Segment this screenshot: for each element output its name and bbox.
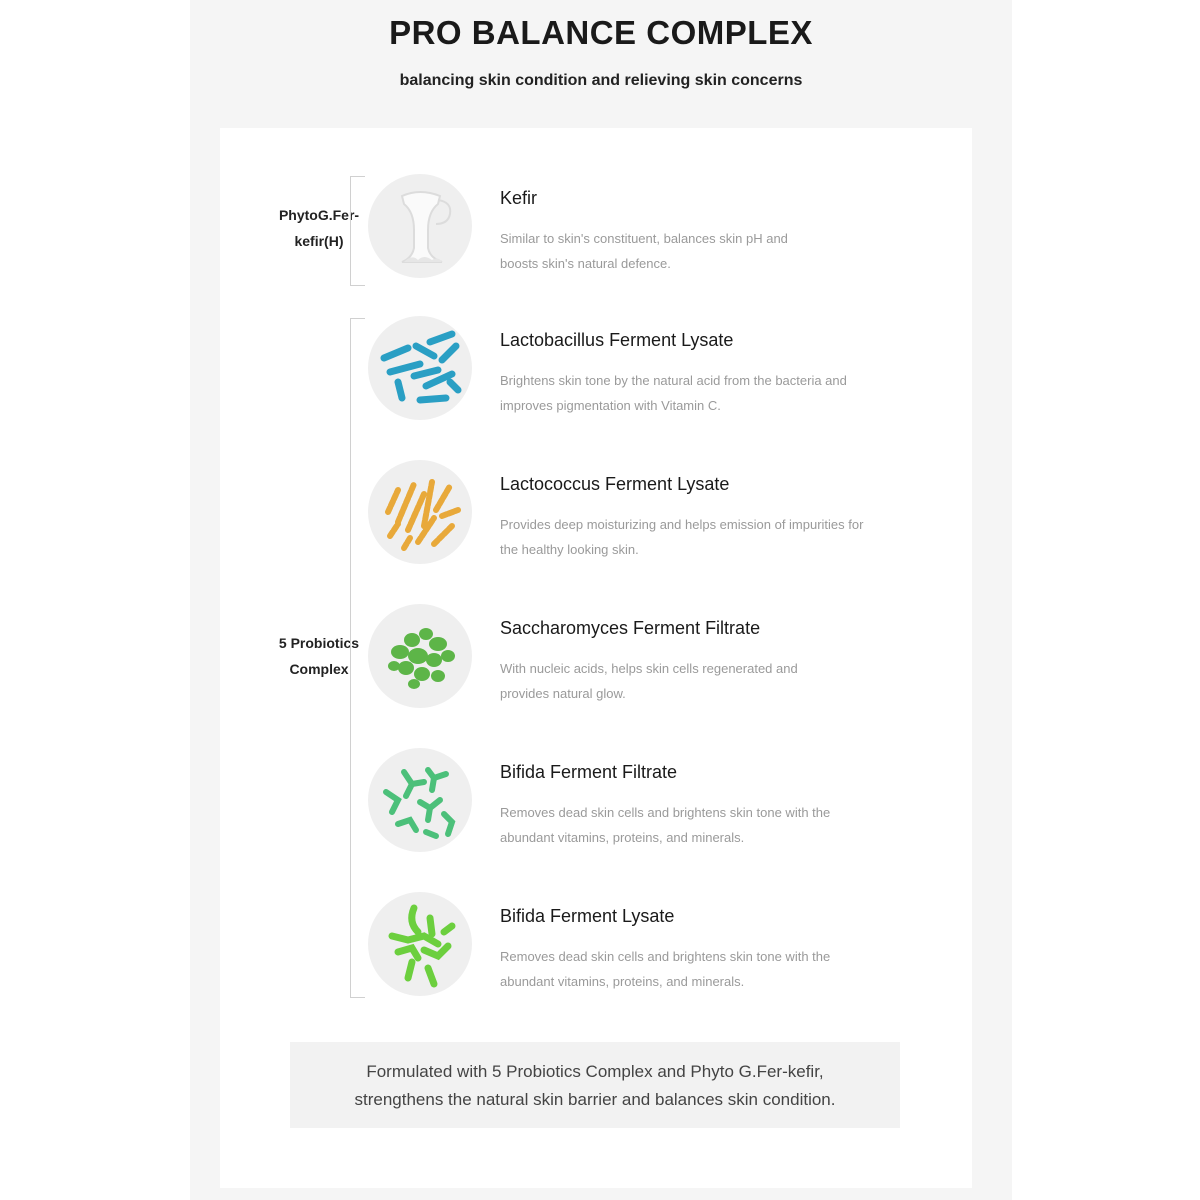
- description-line: Brightens skin tone by the natural acid from the bacteria and: [500, 373, 847, 388]
- saccharomyces-yeast-icon: [368, 604, 472, 708]
- lactococcus-bacteria-icon: [368, 460, 472, 564]
- lactobacillus-bacteria-icon: [368, 316, 472, 420]
- summary-line: Formulated with 5 Probiotics Complex and Phyto G.Fer-kefir,: [366, 1062, 824, 1081]
- description-line: Removes dead skin cells and brightens skin tone with the: [500, 949, 831, 964]
- ingredient-description: [500, 656, 940, 706]
- description-line: provides natural glow.: [500, 686, 626, 701]
- ingredient-name: Saccharomyces Ferment Filtrate: [500, 618, 761, 638]
- ingredient-description: [500, 512, 940, 562]
- group-label-line: kefir(H): [294, 233, 344, 249]
- description-line: abundant vitamins, proteins, and minerals.: [500, 830, 745, 845]
- description-line: improves pigmentation with Vitamin C.: [500, 398, 721, 413]
- page: [190, 0, 1012, 1200]
- group-label-line: PhytoG.Fer-: [278, 207, 360, 223]
- description-line: abundant vitamins, proteins, and minerals.: [500, 974, 745, 989]
- ingredient-name: Lactococcus Ferment Lysate: [500, 474, 730, 494]
- group-label-line: Complex: [289, 661, 349, 677]
- ingredient-item: [220, 892, 972, 1022]
- ingredient-item: [220, 316, 972, 446]
- page-subtitle: balancing skin condition and relieving skin concerns: [399, 72, 803, 89]
- ingredient-item: [220, 748, 972, 878]
- ingredient-card: [220, 128, 972, 1188]
- page-title: PRO BALANCE COMPLEX: [389, 14, 813, 51]
- ingredient-name: Lactobacillus Ferment Lysate: [500, 330, 734, 350]
- description-line: With nucleic acids, helps skin cells regenerated and: [500, 661, 798, 676]
- ingredient-description: [500, 944, 940, 994]
- ingredient-name: Kefir: [500, 188, 538, 208]
- description-line: Similar to skin's constituent, balances skin pH and: [500, 231, 788, 246]
- group-label-line: 5 Probiotics: [278, 635, 360, 651]
- ingredient-item: [220, 460, 972, 590]
- ingredient-description: [500, 368, 940, 418]
- ingredient-description: [500, 226, 940, 276]
- ingredient-name: Bifida Ferment Filtrate: [500, 762, 678, 782]
- bifida-lysate-bacteria-icon: [368, 892, 472, 996]
- summary-text: [290, 1058, 900, 1114]
- summary-line: strengthens the natural skin barrier and balances skin condition.: [354, 1090, 836, 1109]
- ingredient-item: [220, 604, 972, 734]
- description-line: Provides deep moisturizing and helps emission of impurities for: [500, 517, 864, 532]
- bifida-filtrate-bacteria-icon: [368, 748, 472, 852]
- description-line: Removes dead skin cells and brightens skin tone with the: [500, 805, 831, 820]
- ingredient-name: Bifida Ferment Lysate: [500, 906, 675, 926]
- description-line: the healthy looking skin.: [500, 542, 639, 557]
- ingredient-description: [500, 800, 940, 850]
- kefir-glass-icon: [368, 174, 472, 278]
- ingredient-item: [220, 174, 972, 304]
- summary-box: [290, 1042, 900, 1128]
- description-line: boosts skin's natural defence.: [500, 256, 671, 271]
